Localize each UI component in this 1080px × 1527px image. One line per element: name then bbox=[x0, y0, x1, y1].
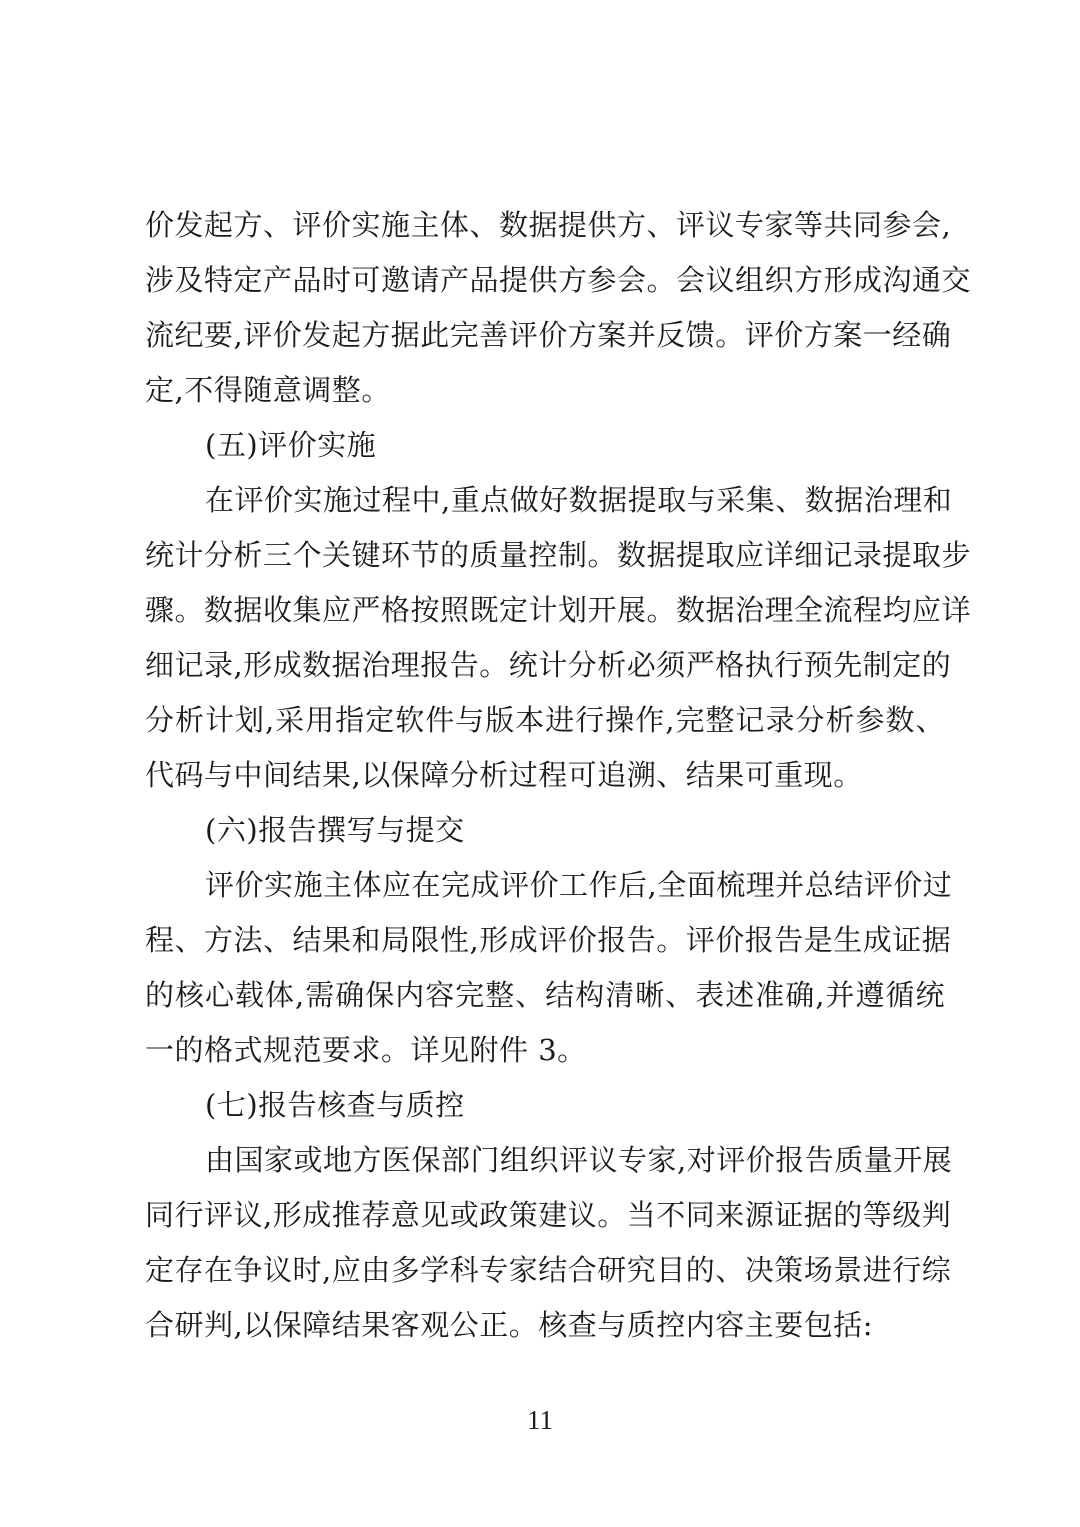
body-text-line: 骤。数据收集应严格按照既定计划开展。数据治理全流程均应详 bbox=[145, 593, 972, 627]
body-text-line: 定存在争议时,应由多学科专家结合研究目的、决策场景进行综 bbox=[145, 1253, 952, 1287]
section-heading: (五)评价实施 bbox=[205, 428, 377, 462]
body-text-line: 价发起方、评价实施主体、数据提供方、评议专家等共同参会, bbox=[145, 208, 952, 242]
body-text-line: 统计分析三个关键环节的质量控制。数据提取应详细记录提取步 bbox=[145, 538, 972, 572]
body-text-line: 由国家或地方医保部门组织评议专家,对评价报告质量开展 bbox=[205, 1143, 953, 1177]
page-number: 11 bbox=[527, 1405, 553, 1435]
body-text-line: 一的格式规范要求。详见附件 3。 bbox=[145, 1033, 587, 1067]
body-text-line: 的核心载体,需确保内容完整、结构清晰、表述准确,并遵循统 bbox=[145, 978, 945, 1012]
body-text-line: 程、方法、结果和局限性,形成评价报告。评价报告是生成证据 bbox=[145, 923, 952, 957]
body-text-line: 细记录,形成数据治理报告。统计分析必须严格执行预先制定的 bbox=[145, 648, 952, 682]
body-text-line: 分析计划,采用指定软件与版本进行操作,完整记录分析参数、 bbox=[145, 703, 945, 737]
body-text-line: 评价实施主体应在完成评价工作后,全面梳理并总结评价过 bbox=[205, 868, 953, 902]
body-text-line: 代码与中间结果,以保障分析过程可追溯、结果可重现。 bbox=[145, 758, 863, 792]
body-text-line: 流纪要,评价发起方据此完善评价方案并反馈。评价方案一经确 bbox=[145, 318, 952, 352]
section-heading: (七)报告核查与质控 bbox=[205, 1088, 465, 1122]
body-text-line: 合研判,以保障结果客观公正。核查与质控内容主要包括: bbox=[145, 1308, 873, 1342]
section-heading: (六)报告撰写与提交 bbox=[205, 813, 465, 847]
body-text-line: 同行评议,形成推荐意见或政策建议。当不同来源证据的等级判 bbox=[145, 1198, 952, 1232]
body-text-line: 在评价实施过程中,重点做好数据提取与采集、数据治理和 bbox=[205, 483, 953, 517]
body-text-line: 定,不得随意调整。 bbox=[145, 373, 391, 407]
body-text-line: 涉及特定产品时可邀请产品提供方参会。会议组织方形成沟通交 bbox=[145, 263, 972, 297]
